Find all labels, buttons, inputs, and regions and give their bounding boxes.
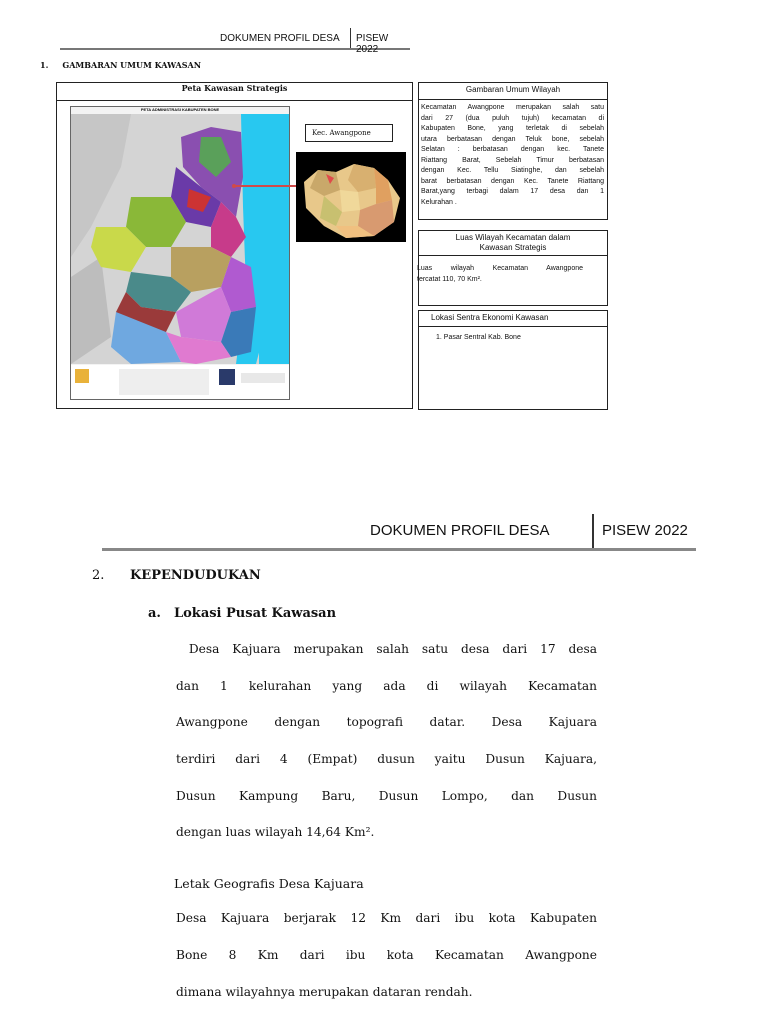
page1-header xyxy=(60,28,410,55)
luas-line: tercatat 110, 70 Km². xyxy=(417,275,482,283)
luas-line: Luas wilayah Kecamatan Awangpone xyxy=(417,265,583,272)
luas-heading xyxy=(418,230,608,256)
luas-heading-line: Kawasan Strategis xyxy=(479,243,547,252)
header-divider xyxy=(350,28,351,48)
section-number: 1. xyxy=(40,60,49,70)
section-title: GAMBARAN UMUM KAWASAN xyxy=(62,60,202,70)
awangpone-inset-map xyxy=(296,152,406,242)
map-panel-heading: Peta Kawasan Strategis xyxy=(56,82,413,101)
body-line: Dusun Kampung Baru, Dusun Lompo, dan Dusun xyxy=(176,789,597,803)
wilayah-line: Kabupaten Bone, yang terletak di sebelah xyxy=(421,125,604,132)
section-title: KEPENDUDUKAN xyxy=(130,568,261,583)
body-line: dimana wilayahnya merupakan dataran rendah. xyxy=(176,985,473,999)
wilayah-line: Barat,yang terbagi dalam 17 desa dan 1 xyxy=(421,188,604,195)
body-line: dan 1 kelurahan yang ada di wilayah Kecamatan xyxy=(176,679,597,693)
geo-subheading: Letak Geografis Desa Kajuara xyxy=(174,876,364,891)
subsection-title: Lokasi Pusat Kawasan xyxy=(174,606,337,621)
section-1-heading xyxy=(40,60,201,70)
ekonomi-heading: Lokasi Sentra Ekonomi Kawasan xyxy=(418,310,608,327)
wilayah-line: Kecamatan Awangpone merupakan salah satu xyxy=(421,104,604,111)
ekonomi-item: 1. Pasar Sentral Kab. Bone xyxy=(436,334,521,341)
wilayah-line: utara berbatasan dengan Teluk bone, sebelah xyxy=(421,135,604,143)
wilayah-line: barat berbatasan dengan Kec. Tanete Riattang xyxy=(421,177,604,185)
district-map xyxy=(70,106,290,400)
doc-code: PISEW 2022 xyxy=(602,522,688,539)
kecamatan-callout: Kec. Awangpone xyxy=(305,124,393,142)
wilayah-line: dari 27 (dua puluh tujuh) kecamatan di xyxy=(421,114,604,122)
wilayah-heading: Gambaran Umum Wilayah xyxy=(418,82,608,100)
body-line: Awangpone dengan topografi datar. Desa Kajuara xyxy=(176,715,597,729)
body-line: Desa Kajuara berjarak 12 Km dari ibu kota Kabupaten xyxy=(176,911,597,925)
wilayah-line: Selatan : berbatasan dengan kec. Tanete xyxy=(421,146,604,153)
wilayah-text xyxy=(421,103,604,208)
luas-text xyxy=(417,264,583,285)
map-graphic xyxy=(71,107,289,399)
subsection-letter: a. xyxy=(148,606,161,621)
body-line: Bone 8 Km dari ibu kota Kecamatan Awangpone xyxy=(176,948,597,962)
header-divider xyxy=(592,514,594,548)
body-line: terdiri dari 4 (Empat) dusun yaitu Dusun Kajuara, xyxy=(176,752,597,766)
doc-code: PISEW 2022 xyxy=(356,33,389,55)
wilayah-line: dengan Kec. Tellu Siatinghe, dan sebelah xyxy=(421,167,604,174)
body-line: Desa Kajuara merupakan salah satu desa dari 17 desa xyxy=(176,642,597,656)
doc-title: DOKUMEN PROFIL DESA xyxy=(220,33,340,44)
luas-heading-line: Luas Wilayah Kecamatan dalam xyxy=(455,233,571,242)
map-title: PETA ADMINISTRASI KABUPATEN BONE xyxy=(140,107,220,112)
section-number: 2. xyxy=(92,568,105,583)
wilayah-line: Riattang Barat, Sebelah Timur berbatasan xyxy=(421,156,604,164)
section-2-heading xyxy=(92,568,261,583)
subsection-heading xyxy=(148,606,336,621)
page2-header xyxy=(102,512,696,551)
wilayah-line: Kelurahan . xyxy=(421,198,457,206)
body-line: dengan luas wilayah 14,64 Km². xyxy=(176,825,375,839)
doc-title: DOKUMEN PROFIL DESA xyxy=(370,522,550,539)
